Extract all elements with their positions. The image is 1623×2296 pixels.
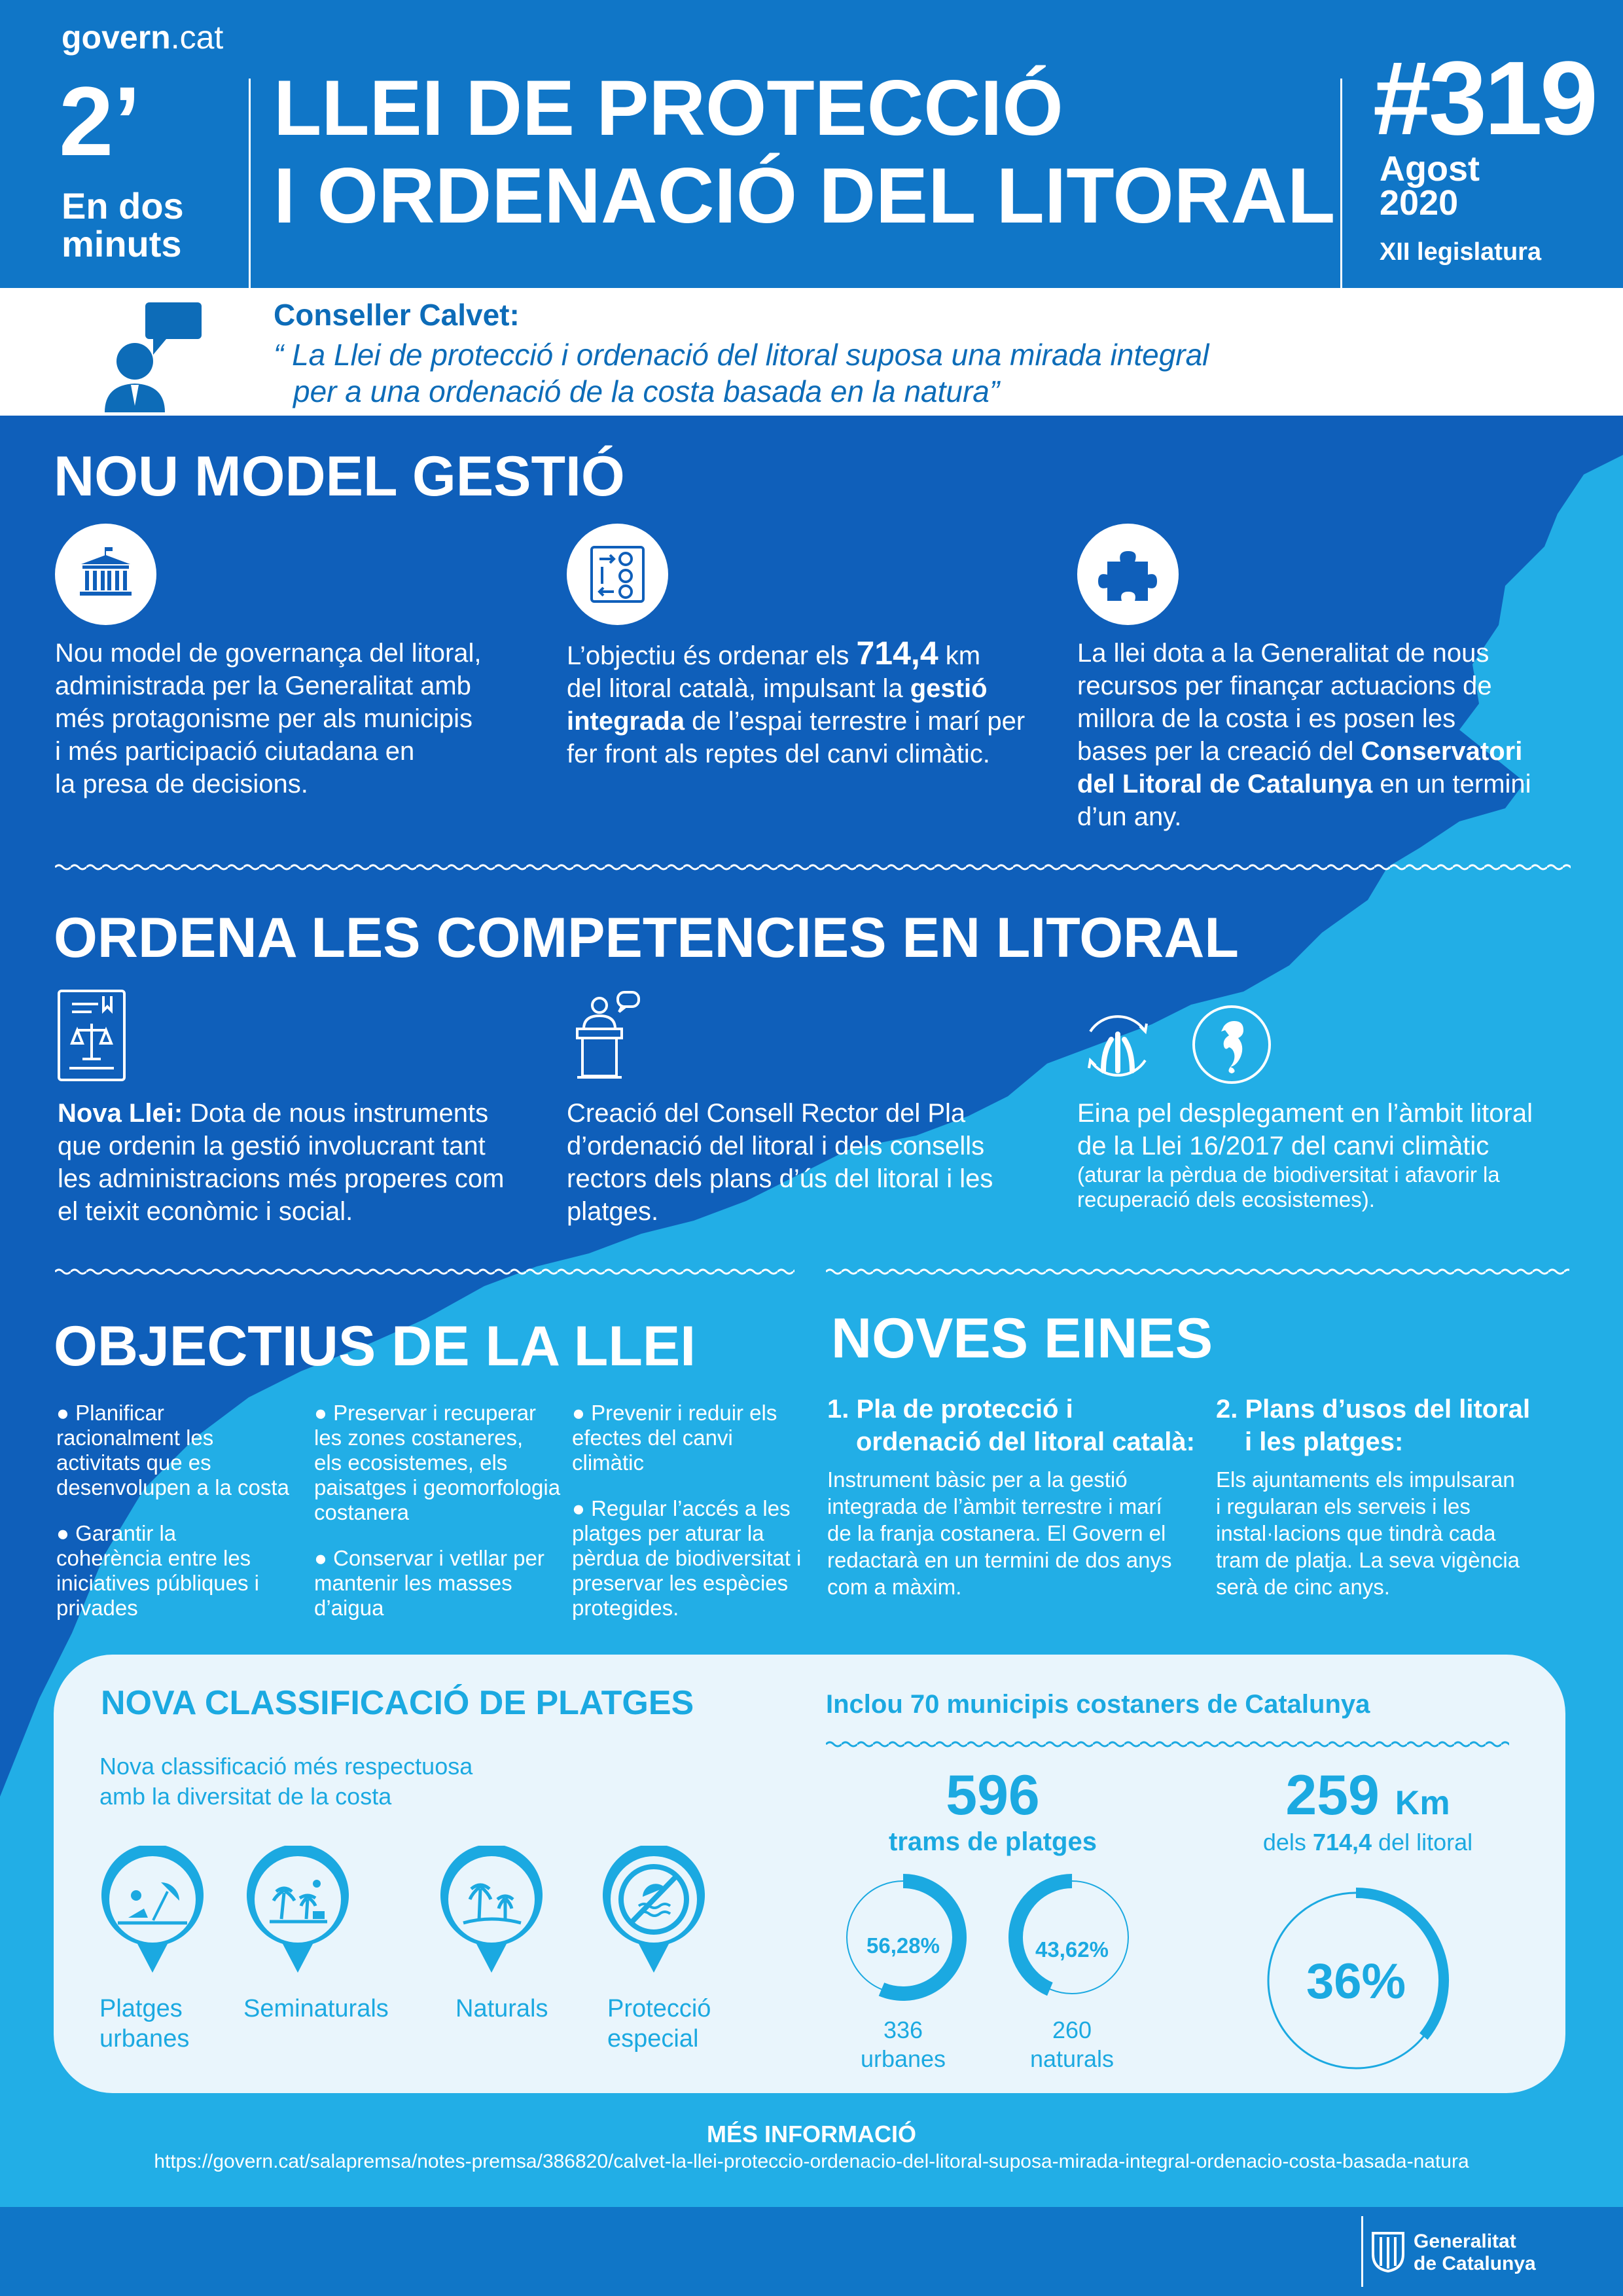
model-text-2: L’objectiu és ordenar els 714,4 km del litoral català, impulsant la gestió integrada de l’espai terrestre i marí per fer front als reptes del canvi climàtic. [567,635,1026,768]
urban-share-value: 56,28% [866,1933,940,1958]
municipalities-note: Inclou 70 municipis costaners de Catalunya [826,1690,1370,1719]
competencies-text-2: Creació del Consell Rector del Pla d’ordenació del litoral i dels consells rectors dels plans d’ús del litoral i les platges. [567,1099,993,1226]
objective-item: ● Planificar racionalment les activitats que es desenvolupen a la costa [56,1401,289,1499]
divider [249,79,251,288]
two-minutes-subtitle: En dos minuts [62,185,184,264]
podium-speaker-icon [564,990,643,1081]
category-label-natural: Naturals [455,1995,548,2022]
category-label-seminatural: Seminaturals [243,1995,389,2022]
two-minutes-mark: 2’ [59,66,141,176]
natural-share-value: 43,62% [1035,1937,1109,1962]
model-text-1: Nou model de governança del litoral, administrada per la Generalitat amb més protagonisme per als municipis i més participació ciutadana en la presa de decisions. [55,639,482,798]
beach-km-label: dels 714,4 del litoral [1262,1829,1473,1856]
seminatural-beach-icon [243,1846,352,1974]
divider [1340,79,1342,288]
brand-logo[interactable]: govern.cat [62,19,224,56]
objective-item: ● Prevenir i reduir els efectes del canvi climàtic [572,1401,777,1475]
beach-title: NOVA CLASSIFICACIÓ DE PLATGES [101,1684,694,1722]
header [0,0,1623,288]
tool-2-body: Els ajuntaments els impulsaran i regularan els serveis i les instal·lacions que tindrà cada tram de platja. La seva vigència serà de cinc anys. [1216,1467,1520,1599]
wave-divider [55,1267,794,1276]
tool-1-title: 1. Pla de protecció i ordenació del litoral català: [827,1395,1195,1456]
quote-band [0,288,1623,416]
objective-item: ● Regular l’accés a les platges per aturar la pèrdua de biodiversitat i preservar les espècies protegides. [572,1496,802,1620]
category-label-protected: Protecció especial [607,1995,711,2053]
beach-km-value: 259 Km [1285,1764,1450,1827]
more-info-title: MÉS INFORMACIÓ [707,2121,916,2147]
more-info-link[interactable]: https://govern.cat/salapremsa/notes-premsa/386820/calvet-la-llei-proteccio-ordenacio-del-litoral-suposa-mirada-integral-ordenacio-costa-basada-natura [154,2151,1469,2172]
page-title: LLEI DE PROTECCIÓ I ORDENACIÓ DEL LITORAL [274,64,1336,240]
section-title-tools: NOVES EINES [831,1307,1213,1370]
category-label-urban: Platges urbanes [99,1995,190,2053]
government-building-icon [55,524,156,625]
issue-date: Agost 2020 [1380,149,1480,223]
beach-sections-label: trams de platges [889,1827,1097,1856]
divider [1361,2216,1363,2287]
legislature: XII legislatura [1380,238,1542,266]
beach-sections-count: 596 [946,1764,1040,1827]
section-title-competencies: ORDENA LES COMPETENCIES EN LITORAL [54,906,1239,969]
quote-text: “ La Llei de protecció i ordenació del litoral suposa una mirada integral per a una ordenació de la costa basada en la natura” [274,338,1209,408]
tool-2-title: 2. Plans d’usos del litoral i les platges: [1216,1395,1531,1456]
wave-divider [826,1267,1569,1276]
protected-beach-icon [599,1846,708,1974]
seahorse-icon [1192,1005,1271,1084]
footer [0,2207,1623,2296]
footer-org-name[interactable]: Generalitat de Catalunya [1414,2231,1536,2274]
wave-divider [55,863,1571,872]
tool-1-body: Instrument bàsic per a la gestió integrada de l’àmbit terrestre i marí de la franja costanera. El Govern el redactarà en un termini de dos anys com a màxim. [827,1467,1172,1599]
generalitat-logo-icon [1370,2231,1406,2272]
competencies-text-1: Nova Llei: Dota de nous instruments que ordenin la gestió involucrant tant les administracions més properes com el teixit econòmic i social. [58,1099,505,1226]
natural-share-count: 260 naturals [1029,2017,1115,2072]
integration-icon [567,524,668,625]
issue-number: #319 [1373,39,1596,156]
section-title-objectives: OBJECTIUS DE LA LLEI [54,1315,696,1378]
section-title-model: NOU MODEL GESTIÓ [54,445,625,508]
wave-divider [826,1740,1509,1749]
competencies-text-3: Eina pel desplegament en l’àmbit litoral de la Llei 16/2017 del canvi climàtic (aturar la pèrdua de biodiversitat i afavorir la recuperació dels ecosistemes). [1077,1099,1533,1211]
speaker-icon [98,301,209,412]
objective-item: ● Garantir la coherència entre les iniciatives públiques i privades [56,1521,260,1620]
urban-share-count: 336 urbanes [860,2017,946,2072]
coral-ecosystem-icon [1077,1005,1158,1086]
coast-share-value: 36% [1306,1954,1406,2009]
model-text-3: La llei dota a la Generalitat de nous recursos per finançar actuacions de millora de la costa i es posen les bases per la creació del Conservatori del Litoral de Catalunya en un termini d’un any. [1077,639,1531,831]
objective-item: ● Preservar i recuperar les zones costaneres, els ecosistemes, els paisatges i geomorfologia costanera [314,1401,561,1524]
natural-beach-icon [437,1846,546,1974]
beach-subtitle: Nova classificació més respectuosa amb la diversitat de la costa [99,1753,473,1810]
objective-item: ● Conservar i vetllar per mantenir les masses d’aigua [314,1546,544,1620]
puzzle-icon [1077,524,1179,625]
urban-beach-icon [98,1846,207,1974]
quote-speaker: Conseller Calvet: [274,298,520,332]
law-document-icon [58,990,126,1081]
